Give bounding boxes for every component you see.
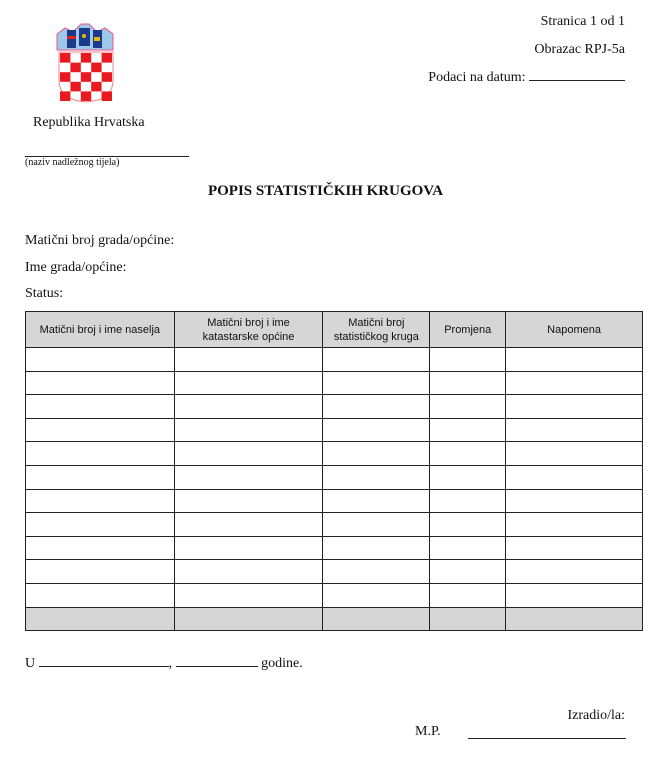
table-cell[interactable] (26, 442, 175, 466)
year-suffix: godine. (261, 656, 303, 671)
table-row (26, 371, 643, 395)
table-cell[interactable] (323, 513, 430, 537)
table-cell[interactable] (26, 371, 175, 395)
table-cell[interactable] (323, 560, 430, 584)
table-cell[interactable] (506, 513, 643, 537)
table-cell[interactable] (174, 348, 323, 372)
table-cell[interactable] (323, 395, 430, 419)
table-row (26, 513, 643, 537)
form-code: Obrazac RPJ-5a (534, 42, 625, 57)
table-cell[interactable] (506, 442, 643, 466)
table-cell[interactable] (430, 536, 506, 560)
table-cell[interactable] (26, 607, 175, 631)
table-cell[interactable] (26, 513, 175, 537)
table-row (26, 583, 643, 607)
table-cell[interactable] (430, 418, 506, 442)
page-number: Stranica 1 od 1 (540, 14, 625, 29)
table-cell[interactable] (323, 465, 430, 489)
croatian-coat-of-arms-icon (55, 22, 117, 104)
table-cell[interactable] (506, 536, 643, 560)
table-row (26, 536, 643, 560)
table-cell[interactable] (430, 513, 506, 537)
table-cell[interactable] (506, 489, 643, 513)
table-cell[interactable] (174, 489, 323, 513)
table-cell[interactable] (323, 371, 430, 395)
field-municipality-id: Matični broj grada/općine: (25, 233, 175, 248)
table-cell[interactable] (323, 536, 430, 560)
column-header: Matični broj statističkog kruga (323, 312, 430, 348)
column-header: Napomena (506, 312, 643, 348)
column-header: Promjena (430, 312, 506, 348)
table-cell[interactable] (323, 607, 430, 631)
table-cell[interactable] (174, 418, 323, 442)
table-cell[interactable] (506, 583, 643, 607)
table-cell[interactable] (26, 583, 175, 607)
table-cell[interactable] (174, 513, 323, 537)
table-cell[interactable] (506, 607, 643, 631)
place-prefix: U (25, 656, 36, 671)
table-cell[interactable] (26, 560, 175, 584)
table-cell[interactable] (430, 371, 506, 395)
field-status: Status: (25, 286, 64, 301)
table-row (26, 395, 643, 419)
table-cell[interactable] (26, 418, 175, 442)
authority-caption: (naziv nadležnog tijela) (25, 157, 120, 168)
made-by-label: Izradio/la: (567, 708, 625, 723)
place-date-line[interactable]: U , godine. (25, 656, 303, 671)
table-cell[interactable] (430, 348, 506, 372)
table-row (26, 560, 643, 584)
table-cell[interactable] (174, 371, 323, 395)
table-cell[interactable] (506, 395, 643, 419)
table-cell[interactable] (430, 442, 506, 466)
table-cell[interactable] (323, 442, 430, 466)
date-field[interactable] (428, 68, 625, 86)
date-label: Podaci na datum: (428, 70, 526, 85)
table-cell[interactable] (430, 395, 506, 419)
table-cell[interactable] (174, 442, 323, 466)
page-title: POPIS STATISTIČKIH KRUGOVA (207, 183, 444, 199)
table-cell[interactable] (174, 536, 323, 560)
table-cell[interactable] (430, 465, 506, 489)
table-cell[interactable] (323, 418, 430, 442)
table-row (26, 442, 643, 466)
table-cell[interactable] (430, 489, 506, 513)
stamp-label: M.P. (415, 724, 441, 739)
table-cell[interactable] (174, 465, 323, 489)
table-cell[interactable] (174, 583, 323, 607)
table-footer-row (26, 607, 643, 631)
table-cell[interactable] (430, 560, 506, 584)
table-cell[interactable] (506, 418, 643, 442)
column-header: Matični broj i ime naselja (26, 312, 175, 348)
table-row (26, 418, 643, 442)
table-cell[interactable] (430, 583, 506, 607)
table-cell[interactable] (323, 348, 430, 372)
table-cell[interactable] (506, 348, 643, 372)
table-cell[interactable] (323, 489, 430, 513)
column-header: Matični broj i ime katastarske općine (174, 312, 323, 348)
table-cell[interactable] (430, 607, 506, 631)
table-cell[interactable] (26, 536, 175, 560)
table-row (26, 348, 643, 372)
table-cell[interactable] (26, 395, 175, 419)
table-cell[interactable] (506, 560, 643, 584)
table-row (26, 465, 643, 489)
table-cell[interactable] (506, 465, 643, 489)
table-cell[interactable] (26, 465, 175, 489)
table-cell[interactable] (26, 489, 175, 513)
table-cell[interactable] (174, 395, 323, 419)
table-row (26, 489, 643, 513)
table-cell[interactable] (26, 348, 175, 372)
table-cell[interactable] (174, 607, 323, 631)
table-cell[interactable] (506, 371, 643, 395)
circles-table (25, 311, 643, 631)
table-cell[interactable] (323, 583, 430, 607)
table-cell[interactable] (174, 560, 323, 584)
country-name: Republika Hrvatska (33, 115, 145, 130)
field-municipality-name: Ime grada/općine: (25, 260, 127, 275)
signature-line[interactable] (468, 738, 626, 739)
